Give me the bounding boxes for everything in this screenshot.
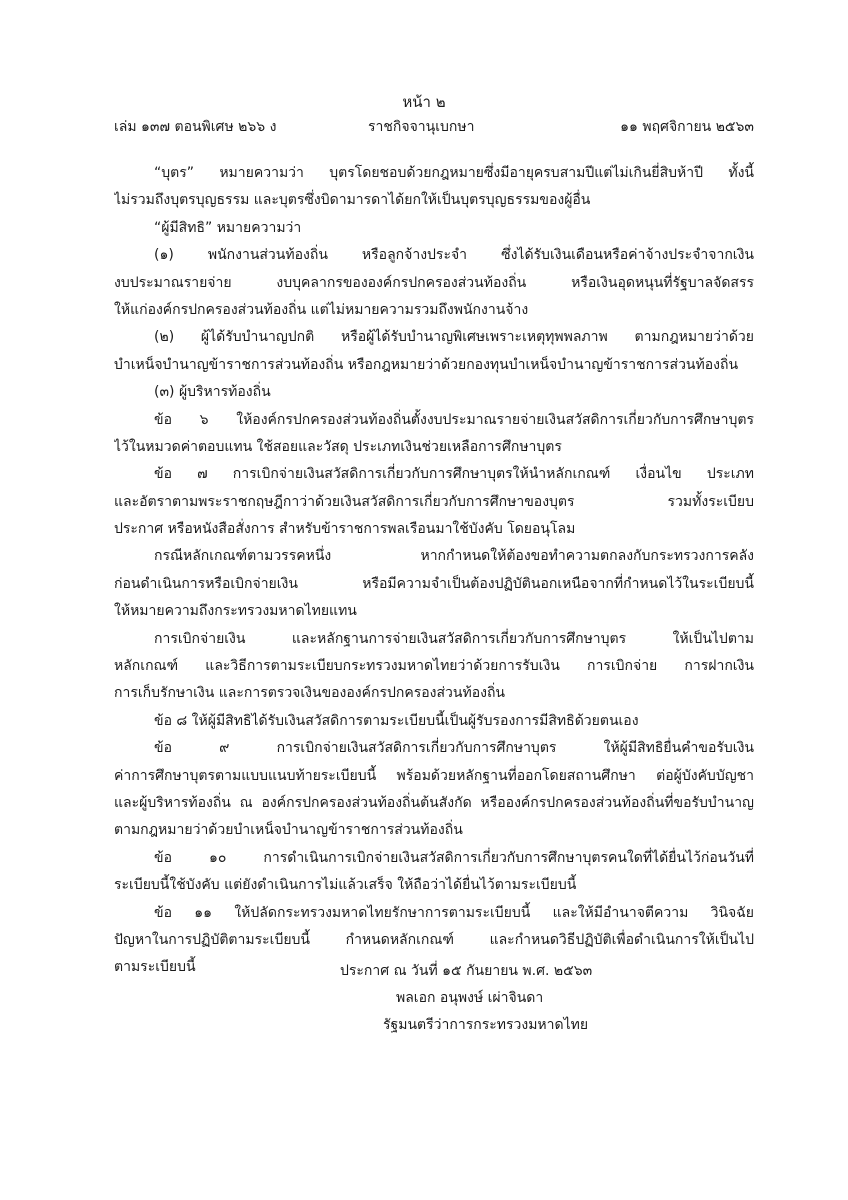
text-line: ตามกฎหมายว่าด้วยบำเหน็จบำนาญข้าราชการส่วนท้องถิ่น [114, 822, 463, 839]
text-line: ระเบียบนี้ใช้บังคับ แต่ยังดำเนินการไม่แล้วเสร็จ ให้ถือว่าได้ยื่นไว้ตามระเบียบนี้ [114, 877, 577, 894]
signatory-title: รัฐมนตรีว่าการกระทรวงมหาดไทย [383, 1017, 589, 1033]
text-line: “บุตร” หมายความว่า บุตรโดยชอบด้วยกฎหมายซึ่งมีอายุครบสามปีแต่ไม่เกินยี่สิบห้าปี ทั้งนี้ [154, 165, 754, 181]
announcement-date: ประกาศ ณ วันที่ ๑๕ กันยายน พ.ศ. ๒๕๖๓ [340, 963, 593, 979]
text-line: ข้อ ๙ การเบิกจ่ายเงินสวัสดิการเกี่ยวกับการศึกษาบุตร ให้ผู้มีสิทธิยื่นคำขอรับเงิน [154, 740, 754, 757]
header-gazette-name: ราชกิจจานุเบกษา [368, 119, 475, 135]
text-line: ข้อ ๑๑ ให้ปลัดกระทรวงมหาดไทยรักษาการตามระเบียบนี้ และให้มีอำนาจตีความ วินิจฉัย [154, 904, 754, 921]
text-line: ไม่รวมถึงบุตรบุญธรรม และบุตรซึ่งบิดามารดาได้ยกให้เป็นบุตรบุญธรรมของผู้อื่น [114, 192, 591, 209]
text-line: (๑) พนักงานส่วนท้องถิ่น หรือลูกจ้างประจำ ซึ่งได้รับเงินเดือนหรือค่าจ้างประจำจากเงิน [154, 247, 754, 264]
text-line: หลักเกณฑ์ และวิธีการตามระเบียบกระทรวงมหาดไทยว่าด้วยการรับเงิน การเบิกจ่าย การฝากเงิน [114, 658, 754, 675]
text-line: ไว้ในหมวดค่าตอบแทน ใช้สอยและวัสดุ ประเภทเงินช่วยเหลือการศึกษาบุตร [114, 438, 562, 455]
page-number: หน้า ๒ [402, 93, 446, 111]
text-line: (๒) ผู้ได้รับบำนาญปกติ หรือผู้ได้รับบำนาญพิเศษเพราะเหตุทุพพลภาพ ตามกฎหมายว่าด้วย [154, 329, 754, 346]
text-line: และอัตราตามพระราชกฤษฎีกาว่าด้วยเงินสวัสดิการเกี่ยวกับการศึกษาของบุตร รวมทั้งระเบียบ [114, 493, 754, 510]
text-line: ตามระเบียบนี้ [114, 959, 196, 976]
text-line: ก่อนดำเนินการหรือเบิกจ่ายเงิน หรือมีความจำเป็นต้องปฏิบัตินอกเหนือจากที่กำหนดไว้ในระเบียบนี้ [114, 575, 754, 592]
text-line: ข้อ ๗ การเบิกจ่ายเงินสวัสดิการเกี่ยวกับการศึกษาบุตรให้นำหลักเกณฑ์ เงื่อนไข ประเภท [154, 466, 754, 483]
text-line: การเก็บรักษาเงิน และการตรวจเงินขององค์กรปกครองส่วนท้องถิ่น [114, 685, 505, 702]
text-line: งบประมาณรายจ่าย งบบุคลากรขององค์กรปกครองส่วนท้องถิ่น หรือเงินอุดหนุนที่รัฐบาลจัดสรร [114, 274, 754, 291]
text-line: (๓) ผู้บริหารท้องถิ่น [154, 384, 271, 401]
text-line: กรณีหลักเกณฑ์ตามวรรคหนึ่ง หากกำหนดให้ต้องขอทำความตกลงกับกระทรวงการคลัง [154, 548, 754, 565]
text-line: ข้อ ๑๐ การดำเนินการเบิกจ่ายเงินสวัสดิการเกี่ยวกับการศึกษาบุตรคนใดที่ได้ยื่นไว้ก่อนวันที่ [154, 849, 754, 866]
text-line: ให้หมายความถึงกระทรวงมหาดไทยแทน [114, 603, 357, 620]
regulation-body [114, 160, 754, 982]
signatory-name: พลเอก อนุพงษ์ เผ่าจินดา [396, 990, 544, 1006]
text-line: ค่าการศึกษาบุตรตามแบบแนบท้ายระเบียบนี้ พร้อมด้วยหลักฐานที่ออกโดยสถานศึกษา ต่อผู้บังคับบัญชา [114, 767, 754, 784]
text-line: และผู้บริหารท้องถิ่น ณ องค์กรปกครองส่วนท้องถิ่นต้นสังกัด หรือองค์กรปกครองส่วนท้องถิ่นที่ขอรับบำนาญ [114, 794, 754, 811]
text-line: การเบิกจ่ายเงิน และหลักฐานการจ่ายเงินสวัสดิการเกี่ยวกับการศึกษาบุตร ให้เป็นไปตาม [154, 630, 754, 647]
header-date: ๑๑ พฤศจิกายน ๒๕๖๓ [620, 119, 754, 135]
gazette-header [114, 116, 754, 138]
text-line: ข้อ ๘ ให้ผู้มีสิทธิได้รับเงินสวัสดิการตามระเบียบนี้เป็นผู้รับรองการมีสิทธิด้วยตนเอง [154, 712, 639, 729]
text-line: “ผู้มีสิทธิ” หมายความว่า [154, 219, 302, 236]
text-line: ประกาศ หรือหนังสือสั่งการ สำหรับข้าราชการพลเรือนมาใช้บังคับ โดยอนุโลม [114, 521, 576, 538]
text-line: บำเหน็จบำนาญข้าราชการส่วนท้องถิ่น หรือกฎหมายว่าด้วยกองทุนบำเหน็จบำนาญข้าราชการส่วนท้องถิ่น [114, 356, 739, 373]
header-volume: เล่ม ๑๓๗ ตอนพิเศษ ๒๖๖ ง [114, 119, 277, 135]
text-line: ให้แก่องค์กรปกครองส่วนท้องถิ่น แต่ไม่หมายความรวมถึงพนักงานจ้าง [114, 301, 529, 318]
text-line: ข้อ ๖ ให้องค์กรปกครองส่วนท้องถิ่นตั้งงบประมาณรายจ่ายเงินสวัสดิการเกี่ยวกับการศึกษาบุตร [154, 411, 754, 428]
text-line: ปัญหาในการปฏิบัติตามระเบียบนี้ กำหนดหลักเกณฑ์ และกำหนดวิธีปฏิบัติเพื่อดำเนินการให้เป็นไป [114, 931, 754, 948]
